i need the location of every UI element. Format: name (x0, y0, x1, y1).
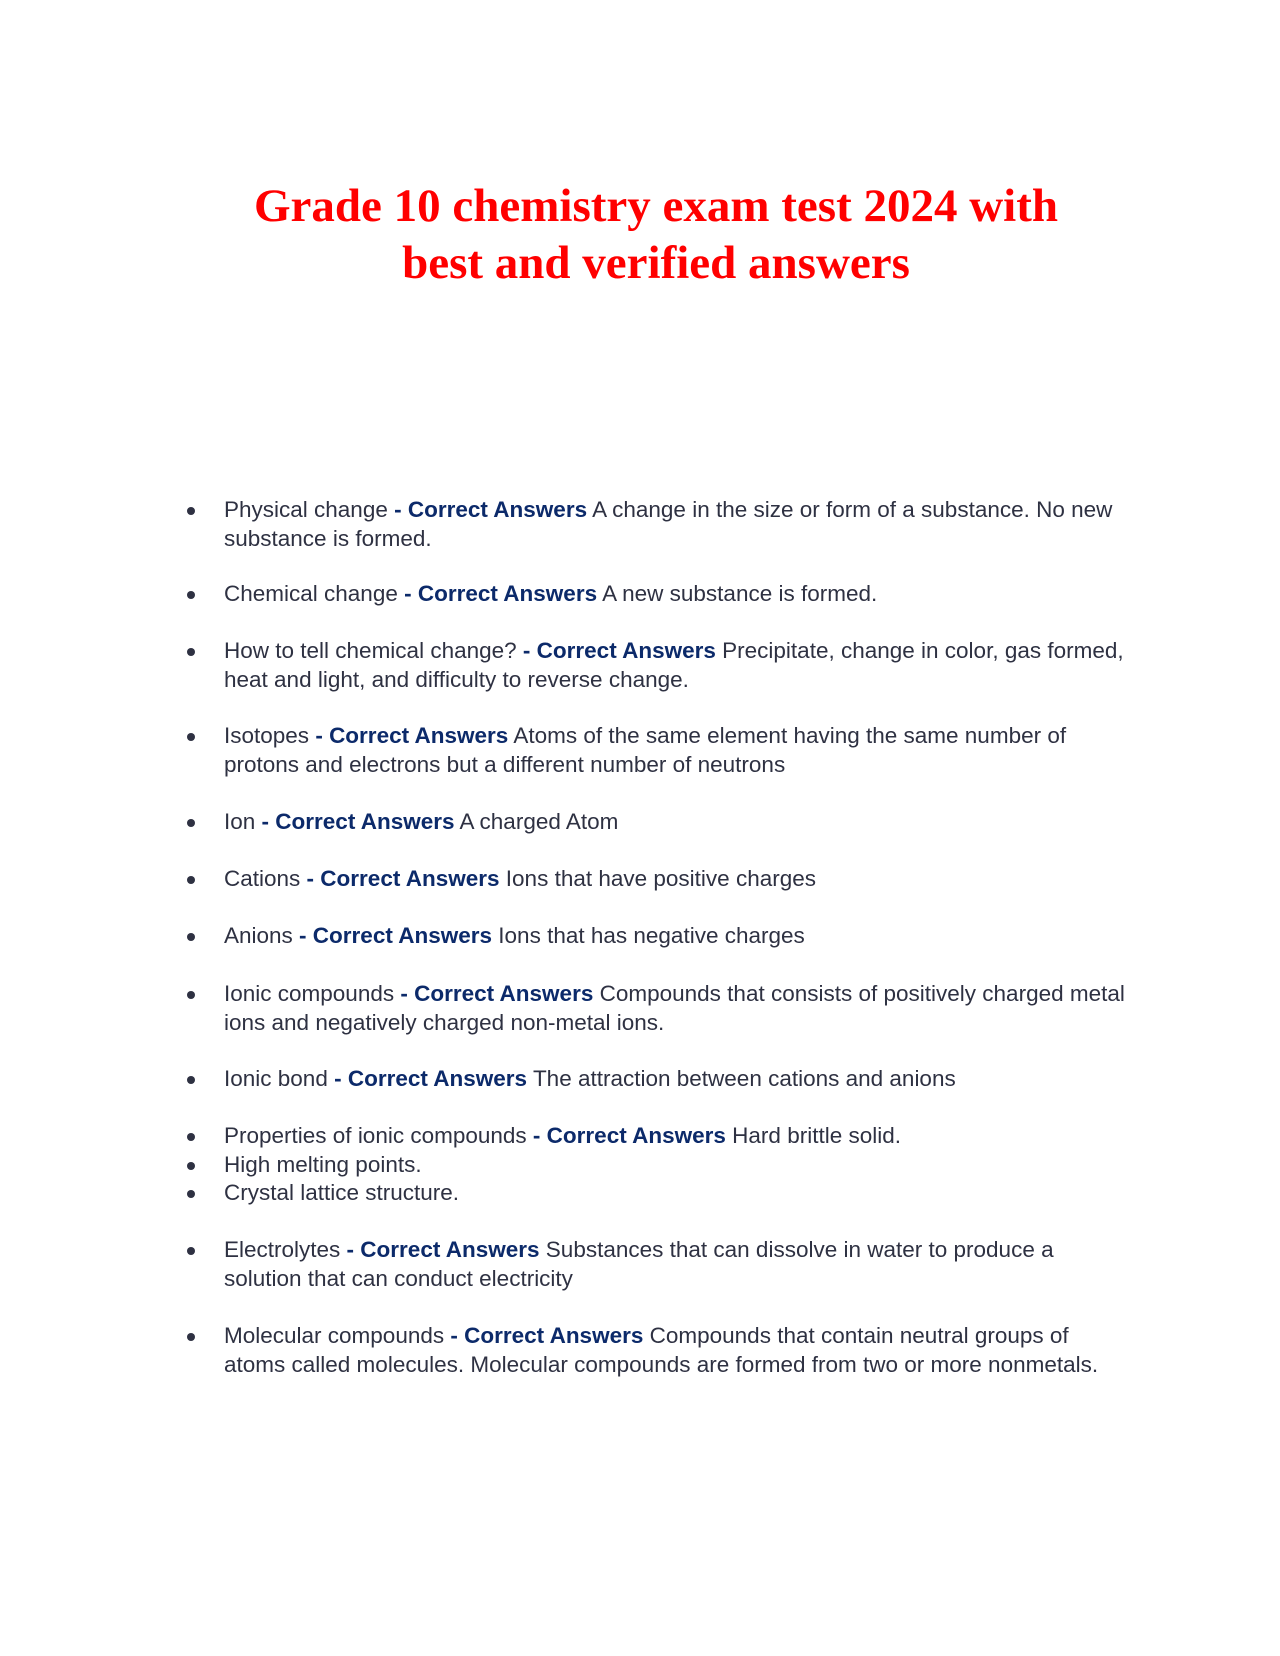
answer-label: - Correct Answers (292, 923, 493, 948)
definition: A charged Atom (459, 809, 619, 834)
term: Properties of ionic compounds (224, 1123, 527, 1148)
title-line-1: Grade 10 chemistry exam test 2024 with (253, 180, 1059, 232)
list-item (186, 1065, 1126, 1094)
definition: Hard brittle solid. (732, 1123, 901, 1148)
list-item (186, 1122, 1126, 1151)
term: Ionic bond (224, 1066, 328, 1091)
title-line-2: best and verified answers (402, 237, 910, 289)
definition: Ions that has negative charges (498, 923, 805, 948)
answer-label: - Correct Answers (516, 638, 716, 663)
definition: Precipitate, change in color, gas formed, heat and light, and difficulty to reverse change. (224, 638, 1124, 692)
answer-label: - Correct Answers (327, 1066, 528, 1091)
term: Physical change (224, 497, 388, 522)
list-subitem: High melting points. (224, 1152, 422, 1177)
list-item (186, 496, 1126, 553)
term: Cations (224, 866, 301, 891)
answer-label: - Correct Answers (340, 1237, 540, 1262)
answer-label: - Correct Answers (397, 581, 598, 606)
answer-label: - Correct Answers (526, 1123, 726, 1148)
answer-label: - Correct Answers (444, 1323, 644, 1348)
term: How to tell chemical change? (224, 638, 517, 663)
definition: Atoms of the same element having the same number of protons and electrons but a different number of neutrons (224, 723, 1067, 777)
definition: Ions that have positive charges (505, 866, 816, 891)
definition: Compounds that contain neutral groups of atoms called molecules. Molecular compounds are formed from two or more nonmetals. (224, 1323, 1099, 1377)
definition: Compounds that consists of positively charged metal ions and negatively charged non-metal ions. (224, 981, 1125, 1035)
list-item (186, 1236, 1126, 1293)
term: Electrolytes (224, 1237, 341, 1262)
list-item (186, 980, 1126, 1037)
term: Isotopes (224, 723, 310, 748)
answer-label: - Correct Answers (300, 866, 500, 891)
term: Molecular compounds (224, 1323, 445, 1348)
list-item (186, 722, 1126, 779)
answer-label: - Correct Answers (394, 981, 594, 1006)
answer-label: - Correct Answers (387, 497, 588, 522)
definition: A new substance is formed. (602, 581, 878, 606)
term: Chemical change (224, 581, 398, 606)
term: Ionic compounds (224, 981, 395, 1006)
answer-label: - Correct Answers (255, 809, 455, 834)
definition: Substances that can dissolve in water to produce a solution that can conduct electricity (224, 1237, 1054, 1291)
definition: The attraction between cations and anions (532, 1066, 956, 1091)
answer-label: - Correct Answers (309, 723, 509, 748)
list-item (186, 865, 1126, 894)
list-subitem: Crystal lattice structure. (224, 1180, 460, 1205)
term: Anions (224, 923, 293, 948)
document-title (0, 178, 1280, 292)
list-item (186, 1322, 1126, 1379)
list-item (186, 808, 1126, 837)
list-item (186, 922, 1126, 951)
term: Ion (224, 809, 256, 834)
list-item (186, 580, 1126, 609)
definition: A change in the size or form of a substance. No new substance is formed. (224, 497, 1113, 551)
list-item (186, 637, 1126, 694)
